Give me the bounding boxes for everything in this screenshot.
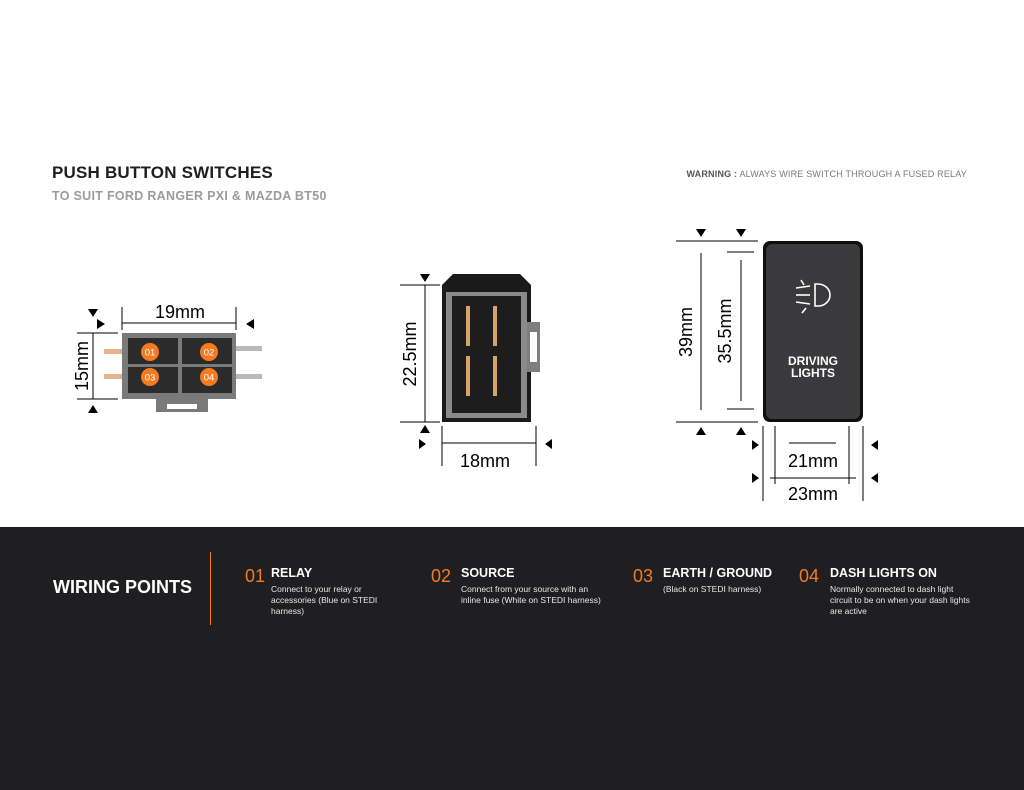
- button-text-line2: LIGHTS: [791, 366, 835, 380]
- inner-width-label: 21mm: [787, 451, 839, 471]
- warning-text: ALWAYS WIRE SWITCH THROUGH A FUSED RELAY: [739, 169, 967, 179]
- outer-width-label: 23mm: [787, 484, 839, 504]
- outer-height-label: 39mm: [676, 306, 696, 358]
- page-title: PUSH BUTTON SWITCHES: [52, 163, 273, 182]
- inner-height-label: 35.5mm: [715, 298, 735, 364]
- divider: [210, 552, 211, 625]
- point-title: SOURCE: [461, 566, 515, 580]
- point-description: Normally connected to dash light circuit to be on when your dash lights are active: [830, 584, 970, 616]
- connector-height-label: 15mm: [72, 340, 92, 392]
- side-width-label: 18mm: [459, 451, 511, 471]
- point-number: 02: [431, 566, 452, 586]
- button-text-line1: DRIVING: [787, 354, 839, 368]
- connector-width-label: 19mm: [154, 302, 206, 322]
- pin-02-label: 02: [203, 347, 215, 359]
- connector-view: [72, 302, 262, 413]
- page-subtitle: TO SUIT FORD RANGER PXI & MAZDA BT50: [52, 189, 327, 203]
- pin-01-label: 01: [144, 347, 156, 359]
- point-title: RELAY: [271, 566, 313, 580]
- point-number: 03: [633, 566, 654, 586]
- pin-04-label: 04: [203, 372, 215, 384]
- point-number: 04: [799, 566, 820, 586]
- point-title: EARTH / GROUND: [663, 566, 773, 580]
- wiring-points-panel: [0, 527, 1024, 790]
- point-description: (Black on STEDI harness): [663, 584, 762, 594]
- point-description: Connect to your relay or accessories (Blue on STEDI harness): [271, 584, 378, 616]
- point-number: 01: [245, 566, 266, 586]
- side-height-label: 22.5mm: [400, 321, 420, 387]
- front-view: [676, 229, 878, 504]
- side-view: [400, 274, 552, 471]
- point-title: DASH LIGHTS ON: [830, 566, 937, 580]
- point-description: Connect from your source with an inline fuse (White on STEDI harness): [461, 584, 601, 605]
- pin-03-label: 03: [144, 372, 156, 384]
- wiring-points-title: WIRING POINTS: [53, 577, 192, 597]
- warning-label: WARNING :: [686, 169, 738, 179]
